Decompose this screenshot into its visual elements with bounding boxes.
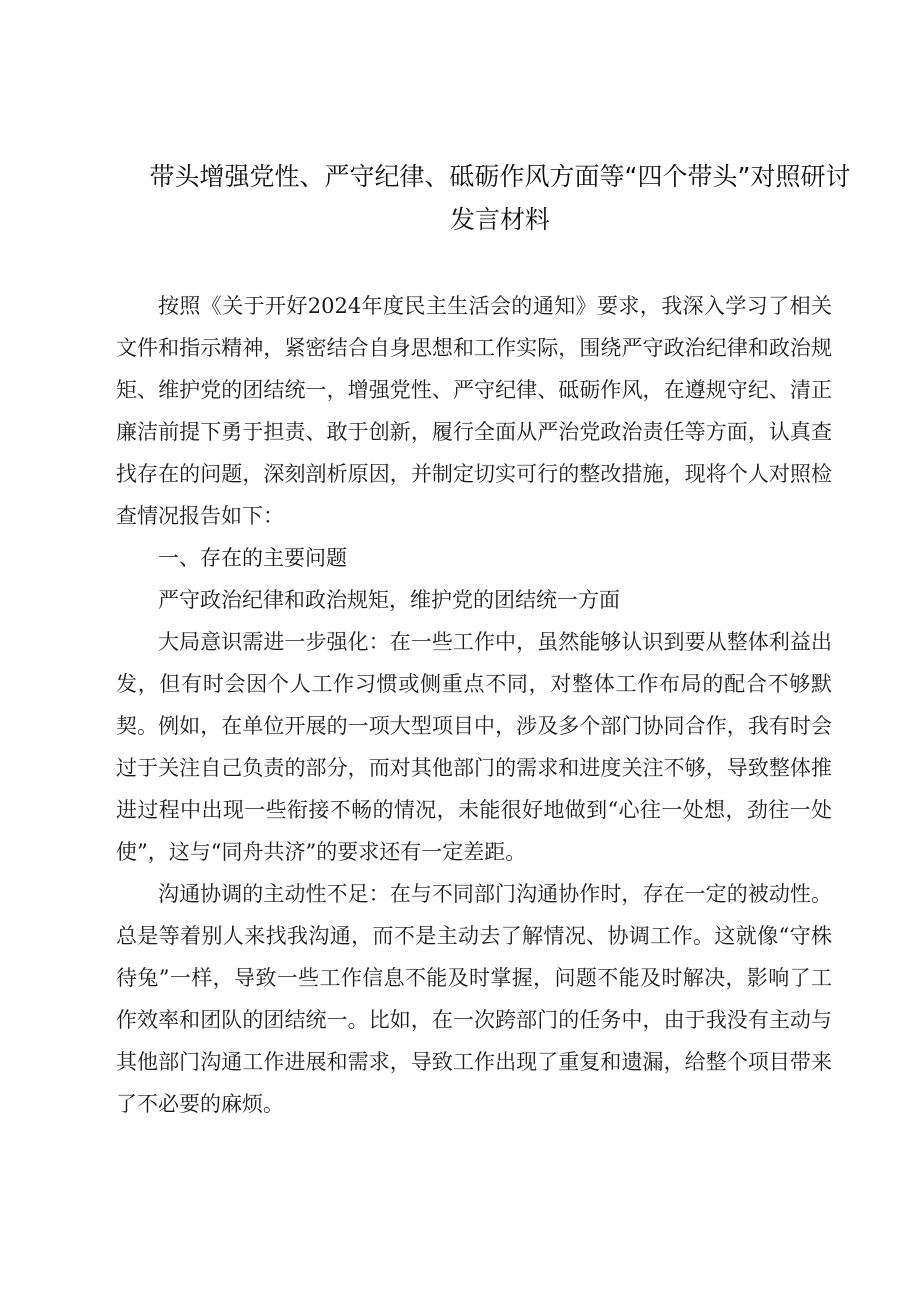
intro-paragraph: 按照《关于开好2024年度民主生活会的通知》要求，我深入学习了相关文件和指示精神，紧密结合自身思想和工作实际，围绕严守政治纪律和政治规矩、维护党的团结统一，增强党性、严守纪律、砥砺作风，在遵规守纪、清正廉洁前提下勇于担责、敢于创新，履行全面从严治党政治责任等方面，认真查找存在的问题，深刻剖析原因，并制定切实可行的整改措施，现将个人对照检查情况报告如下：: [116, 294, 832, 528]
document-body: [116, 285, 832, 1125]
document-title-line-1: 带头增强党性、严守纪律、砥砺作风方面等“四个带头”对照研讨: [149, 162, 851, 191]
section-heading: 一、存在的主要问题: [158, 546, 347, 570]
body-paragraph: 大局意识需进一步强化：在一些工作中，虽然能够认识到要从整体利益出发，但有时会因个人工作习惯或侧重点不同，对整体工作布局的配合不够默契。例如，在单位开展的一项大型项目中，涉及多个部门协同合作，我有时会过于关注自己负责的部分，而对其他部门的需求和进度关注不够，导致整体推进过程中出现一些衔接不畅的情况，未能很好地做到“心往一处想，劲往一处使”，这与“同舟共济”的要求还有一定差距。: [116, 630, 832, 864]
document-title-line-2: 发言材料: [449, 205, 550, 234]
subsection-heading: 严守政治纪律和政治规矩，维护党的团结统一方面: [158, 588, 620, 612]
body-paragraph: 沟通协调的主动性不足：在与不同部门沟通协作时，存在一定的被动性。总是等着别人来找我沟通，而不是主动去了解情况、协调工作。这就像“守株待兔”一样，导致一些工作信息不能及时掌握，问题不能及时解决，影响了工作效率和团队的团结统一。比如，在一次跨部门的任务中，由于我没有主动与其他部门沟通工作进展和需求，导致工作出现了重复和遗漏，给整个项目带来了不必要的麻烦。: [116, 882, 832, 1116]
